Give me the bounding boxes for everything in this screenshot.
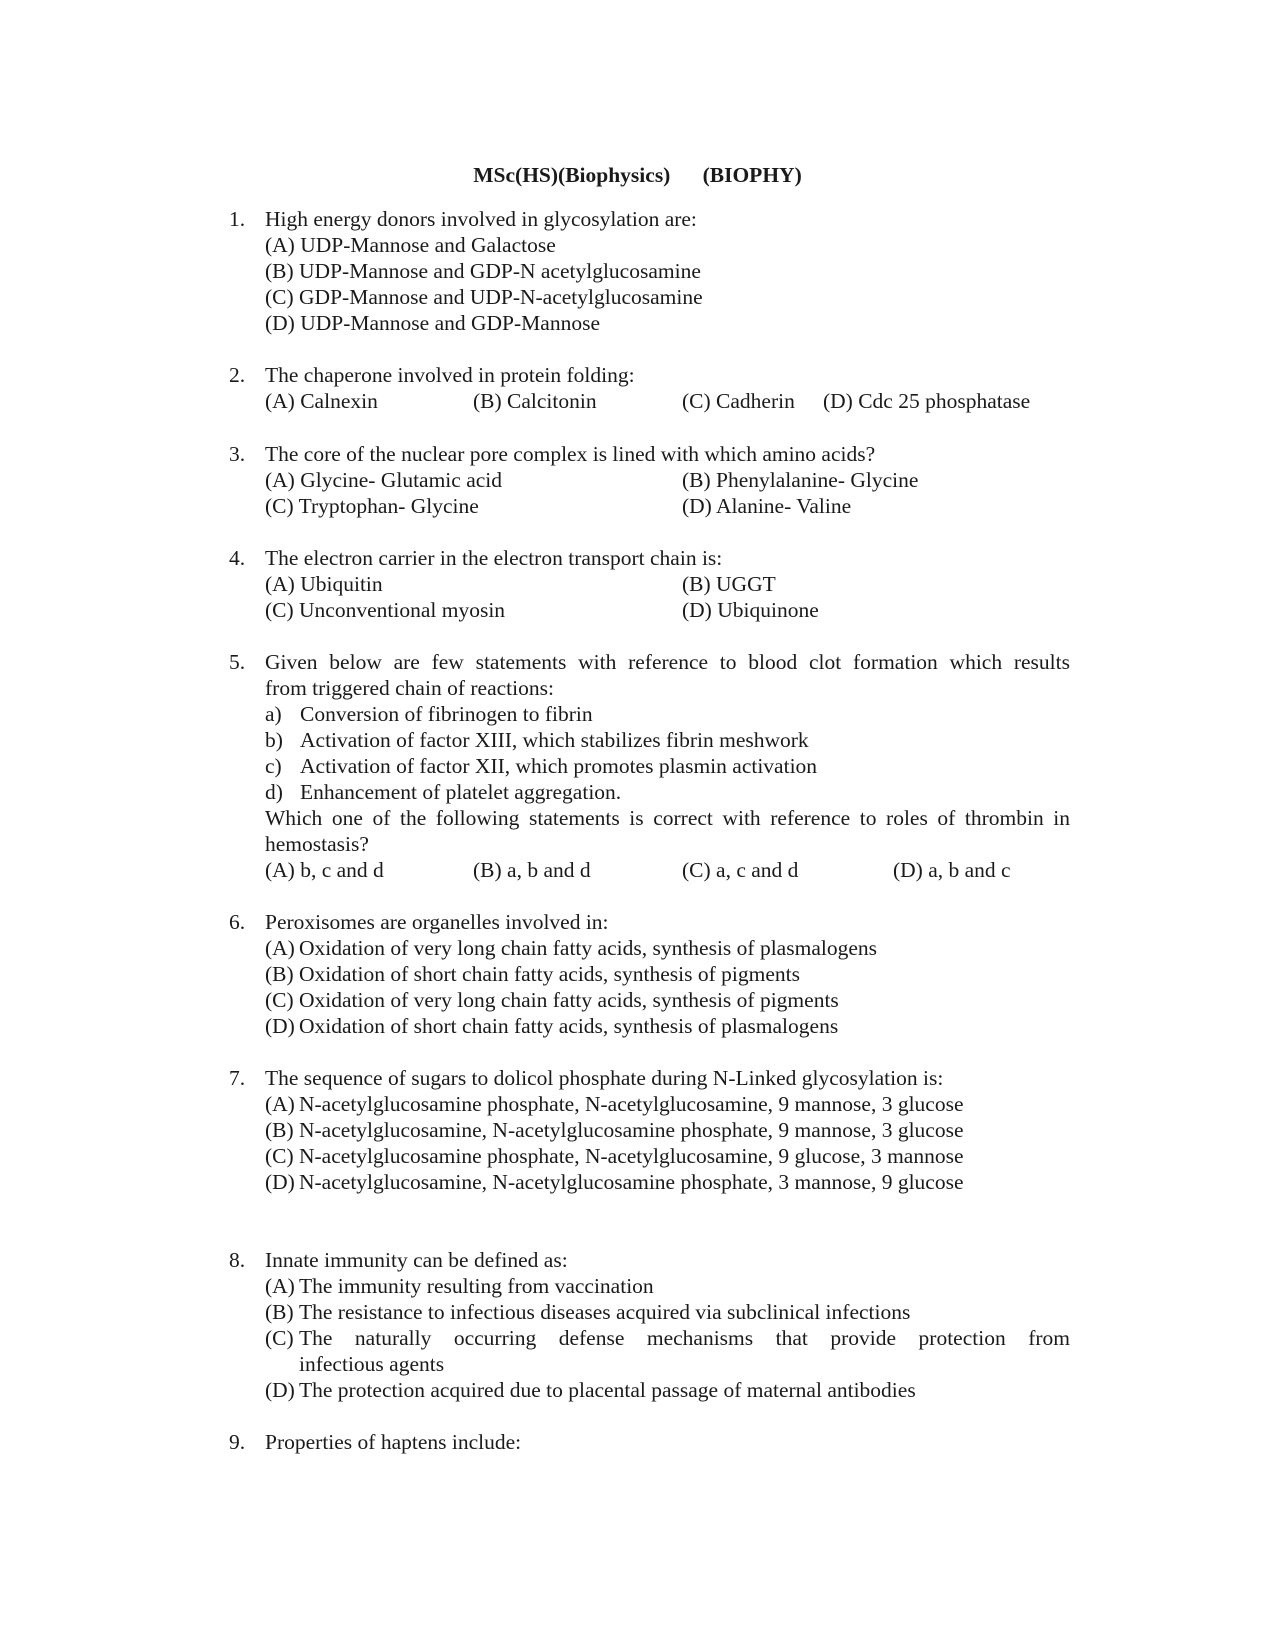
option-a: (A) b, c and d [265, 858, 384, 882]
statement-text: Conversion of fibrinogen to fibrin [300, 702, 593, 726]
option-d: (D) Alanine- Valine [682, 494, 852, 518]
option-text: Oxidation of short chain fatty acids, synthesis of plasmalogens [299, 1014, 839, 1038]
option-label: (C) [265, 1144, 294, 1168]
option-text: The naturally occurring defense mechanisms that provide protection from [299, 1326, 1070, 1350]
option-a: (A) UDP-Mannose and Galactose [265, 233, 556, 257]
question-number: 8. [229, 1248, 246, 1272]
question-stem: The sequence of sugars to dolicol phosphate during N-Linked glycosylation is: [265, 1066, 944, 1090]
option-text: The protection acquired due to placental passage of maternal antibodies [299, 1378, 916, 1402]
question-number: 1. [229, 207, 246, 231]
question-stem: The electron carrier in the electron transport chain is: [265, 546, 723, 570]
question-number: 4. [229, 546, 246, 570]
statement-label: c) [265, 754, 282, 778]
option-text: Oxidation of very long chain fatty acids, synthesis of pigments [299, 988, 839, 1012]
option-label: (A) [265, 936, 295, 960]
question-stem: Innate immunity can be defined as: [265, 1248, 568, 1272]
option-b: (B) UGGT [682, 572, 776, 596]
option-b: (B) UDP-Mannose and GDP-N acetylglucosamine [265, 259, 701, 283]
option-b: (B) Phenylalanine- Glycine [682, 468, 919, 492]
option-c: (C) Tryptophan- Glycine [265, 494, 479, 518]
question-stem-line-2: from triggered chain of reactions: [265, 676, 554, 700]
option-d: (D) Cdc 25 phosphatase [823, 389, 1031, 413]
option-text: N-acetylglucosamine phosphate, N-acetylglucosamine, 9 mannose, 3 glucose [299, 1092, 964, 1116]
page-title: MSc(HS)(Biophysics) (BIOPHY) [473, 163, 802, 187]
option-c: (C) GDP-Mannose and UDP-N-acetylglucosamine [265, 285, 703, 309]
option-text: The resistance to infectious diseases acquired via subclinical infections [299, 1300, 911, 1324]
option-label: (B) [265, 1118, 294, 1142]
option-label: (D) [265, 1378, 295, 1402]
statement-text: Activation of factor XIII, which stabilizes fibrin meshwork [300, 728, 809, 752]
option-label: (C) [265, 1326, 294, 1350]
option-a: (A) Glycine- Glutamic acid [265, 468, 503, 492]
question-number: 9. [229, 1430, 246, 1454]
question-stem: The chaperone involved in protein folding: [265, 363, 635, 387]
question-stem: High energy donors involved in glycosylation are: [265, 207, 697, 231]
option-label: (B) [265, 1300, 294, 1324]
statement-label: d) [265, 780, 283, 804]
option-label: (B) [265, 962, 294, 986]
option-d: (D) UDP-Mannose and GDP-Mannose [265, 311, 600, 335]
option-b: (B) Calcitonin [473, 389, 597, 413]
option-c: (C) Unconventional myosin [265, 598, 506, 622]
question-number: 5. [229, 650, 246, 674]
option-label: (A) [265, 1092, 295, 1116]
question-text-line-2: hemostasis? [265, 832, 369, 856]
option-label: (C) [265, 988, 294, 1012]
option-text: The immunity resulting from vaccination [299, 1274, 654, 1298]
statement-text: Activation of factor XII, which promotes plasmin activation [300, 754, 818, 778]
option-text-continued: infectious agents [299, 1352, 445, 1376]
question-number: 7. [229, 1066, 246, 1090]
question-stem-line-1: Given below are few statements with reference to blood clot formation which results [265, 650, 1070, 674]
option-label: (D) [265, 1170, 295, 1194]
question-stem: Peroxisomes are organelles involved in: [265, 910, 609, 934]
option-b: (B) a, b and d [473, 858, 591, 882]
option-a: (A) Calnexin [265, 389, 378, 413]
option-c: (C) Cadherin [682, 389, 795, 413]
option-d: (D) a, b and c [893, 858, 1011, 882]
question-stem: Properties of haptens include: [265, 1430, 522, 1454]
question-number: 3. [229, 442, 246, 466]
option-d: (D) Ubiquinone [682, 598, 819, 622]
option-c: (C) a, c and d [682, 858, 799, 882]
option-label: (D) [265, 1014, 295, 1038]
option-a: (A) Ubiquitin [265, 572, 383, 596]
option-text: Oxidation of short chain fatty acids, synthesis of pigments [299, 962, 800, 986]
question-number: 2. [229, 363, 246, 387]
statement-label: a) [265, 702, 282, 726]
question-text-line-1: Which one of the following statements is correct with reference to roles of thrombin in [265, 806, 1070, 830]
option-text: N-acetylglucosamine, N-acetylglucosamine phosphate, 3 mannose, 9 glucose [299, 1170, 964, 1194]
statement-text: Enhancement of platelet aggregation. [300, 780, 622, 804]
option-text: N-acetylglucosamine phosphate, N-acetylglucosamine, 9 glucose, 3 mannose [299, 1144, 964, 1168]
statement-label: b) [265, 728, 283, 752]
question-stem: The core of the nuclear pore complex is lined with which amino acids? [265, 442, 876, 466]
question-number: 6. [229, 910, 246, 934]
option-text: N-acetylglucosamine, N-acetylglucosamine phosphate, 9 mannose, 3 glucose [299, 1118, 964, 1142]
option-label: (A) [265, 1274, 295, 1298]
option-text: Oxidation of very long chain fatty acids, synthesis of plasmalogens [299, 936, 877, 960]
